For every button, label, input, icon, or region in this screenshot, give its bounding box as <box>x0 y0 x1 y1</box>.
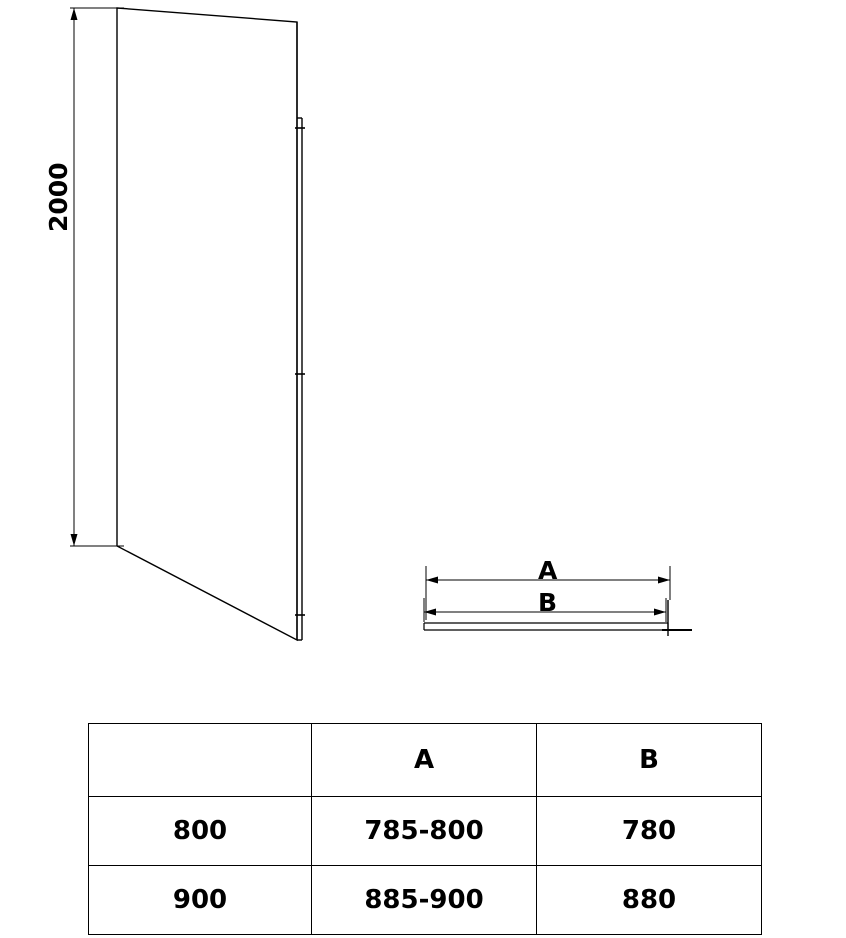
table-cell-size: 800 <box>89 797 312 866</box>
table-cell-size: 900 <box>89 866 312 935</box>
specification-table <box>88 723 762 935</box>
dimension-b-label: B <box>538 588 558 617</box>
table-cell-a: 885-900 <box>312 866 537 935</box>
table-header-a: A <box>312 724 537 797</box>
panel-outline <box>117 8 297 640</box>
table-header-blank <box>89 724 312 797</box>
table-header-b: B <box>537 724 762 797</box>
table-cell-a: 785-800 <box>312 797 537 866</box>
panel-edge-profile <box>295 22 305 640</box>
table-row <box>89 797 762 866</box>
dimension-a-label: A <box>538 556 558 585</box>
table-cell-b: 880 <box>537 866 762 935</box>
table-header-row <box>89 724 762 797</box>
table-cell-b: 780 <box>537 797 762 866</box>
height-dimension <box>70 8 124 546</box>
plan-view <box>424 600 692 636</box>
table-row <box>89 866 762 935</box>
height-dimension-label: 2000 <box>44 162 73 232</box>
